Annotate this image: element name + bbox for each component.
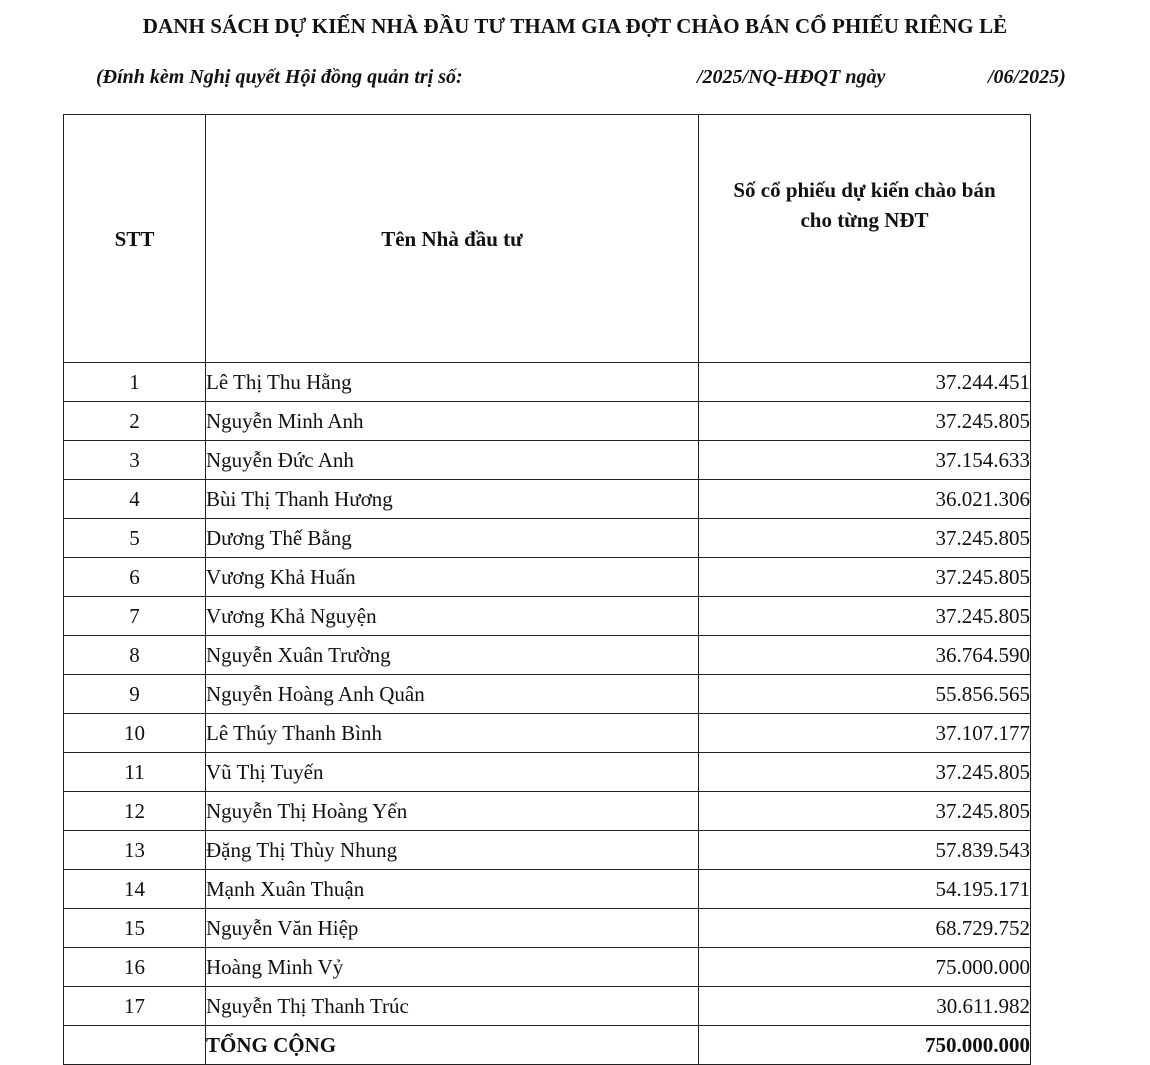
total-row xyxy=(64,1026,1031,1065)
table-row xyxy=(64,558,1031,597)
shares-cell: 37.154.633 xyxy=(699,441,1031,480)
investor-name-cell: Dương Thế Bằng xyxy=(206,519,699,558)
investor-table xyxy=(63,114,1031,1065)
total-stt-cell xyxy=(64,1026,206,1065)
shares-cell: 37.107.177 xyxy=(699,714,1031,753)
table-row xyxy=(64,987,1031,1026)
shares-cell: 37.245.805 xyxy=(699,558,1031,597)
shares-cell: 37.245.805 xyxy=(699,792,1031,831)
stt-cell: 7 xyxy=(64,597,206,636)
shares-cell: 37.245.805 xyxy=(699,402,1031,441)
header-investor-name: Tên Nhà đầu tư xyxy=(206,115,699,363)
resolution-date: /06/2025) xyxy=(988,66,1066,88)
shares-cell: 37.244.451 xyxy=(699,363,1031,402)
investor-name-cell: Đặng Thị Thùy Nhung xyxy=(206,831,699,870)
stt-cell: 3 xyxy=(64,441,206,480)
stt-cell: 15 xyxy=(64,909,206,948)
stt-cell: 5 xyxy=(64,519,206,558)
table-row xyxy=(64,948,1031,987)
shares-cell: 36.764.590 xyxy=(699,636,1031,675)
resolution-reference: (Đính kèm Nghị quyết Hội đồng quản trị số: xyxy=(96,66,463,88)
stt-cell: 6 xyxy=(64,558,206,597)
table-row xyxy=(64,714,1031,753)
table-row xyxy=(64,870,1031,909)
stt-cell: 1 xyxy=(64,363,206,402)
table-row xyxy=(64,636,1031,675)
shares-cell: 36.021.306 xyxy=(699,480,1031,519)
total-label: TỔNG CỘNG xyxy=(206,1026,699,1065)
shares-cell: 55.856.565 xyxy=(699,675,1031,714)
resolution-number: /2025/NQ-HĐQT ngày xyxy=(697,66,886,88)
investor-name-cell: Mạnh Xuân Thuận xyxy=(206,870,699,909)
stt-cell: 9 xyxy=(64,675,206,714)
table-row xyxy=(64,480,1031,519)
table-row xyxy=(64,831,1031,870)
stt-cell: 17 xyxy=(64,987,206,1026)
shares-cell: 37.245.805 xyxy=(699,753,1031,792)
investor-name-cell: Nguyễn Thị Hoàng Yến xyxy=(206,792,699,831)
shares-cell: 37.245.805 xyxy=(699,597,1031,636)
investor-rows xyxy=(64,363,1031,1026)
stt-cell: 2 xyxy=(64,402,206,441)
header-stt: STT xyxy=(64,115,206,363)
stt-cell: 8 xyxy=(64,636,206,675)
total-shares: 750.000.000 xyxy=(699,1026,1031,1065)
investor-name-cell: Lê Thị Thu Hằng xyxy=(206,363,699,402)
stt-cell: 10 xyxy=(64,714,206,753)
stt-cell: 11 xyxy=(64,753,206,792)
shares-cell: 57.839.543 xyxy=(699,831,1031,870)
shares-cell: 30.611.982 xyxy=(699,987,1031,1026)
investor-name-cell: Bùi Thị Thanh Hương xyxy=(206,480,699,519)
table-row xyxy=(64,363,1031,402)
table-row xyxy=(64,909,1031,948)
table-row xyxy=(64,597,1031,636)
investor-name-cell: Nguyễn Minh Anh xyxy=(206,402,699,441)
table-row xyxy=(64,519,1031,558)
stt-cell: 16 xyxy=(64,948,206,987)
investor-name-cell: Nguyễn Đức Anh xyxy=(206,441,699,480)
investor-name-cell: Nguyễn Xuân Trường xyxy=(206,636,699,675)
investor-name-cell: Vũ Thị Tuyến xyxy=(206,753,699,792)
stt-cell: 4 xyxy=(64,480,206,519)
shares-cell: 37.245.805 xyxy=(699,519,1031,558)
shares-cell: 75.000.000 xyxy=(699,948,1031,987)
header-planned-shares: Số cổ phiếu dự kiến chào bán cho từng NĐT xyxy=(699,115,1031,363)
table-header-row xyxy=(64,115,1031,363)
table-row xyxy=(64,753,1031,792)
stt-cell: 14 xyxy=(64,870,206,909)
investor-name-cell: Lê Thúy Thanh Bình xyxy=(206,714,699,753)
investor-name-cell: Hoàng Minh Vỷ xyxy=(206,948,699,987)
investor-name-cell: Vương Khả Nguyện xyxy=(206,597,699,636)
table-row xyxy=(64,441,1031,480)
investor-name-cell: Nguyễn Hoàng Anh Quân xyxy=(206,675,699,714)
stt-cell: 12 xyxy=(64,792,206,831)
document-title: DANH SÁCH DỰ KIẾN NHÀ ĐẦU TƯ THAM GIA ĐỢT CHÀO BÁN CỔ PHIẾU RIÊNG LẺ xyxy=(142,14,1008,38)
table-row xyxy=(64,675,1031,714)
shares-cell: 68.729.752 xyxy=(699,909,1031,948)
shares-cell: 54.195.171 xyxy=(699,870,1031,909)
table-row xyxy=(64,402,1031,441)
investor-name-cell: Vương Khả Huấn xyxy=(206,558,699,597)
stt-cell: 13 xyxy=(64,831,206,870)
investor-name-cell: Nguyễn Văn Hiệp xyxy=(206,909,699,948)
investor-name-cell: Nguyễn Thị Thanh Trúc xyxy=(206,987,699,1026)
table-row xyxy=(64,792,1031,831)
